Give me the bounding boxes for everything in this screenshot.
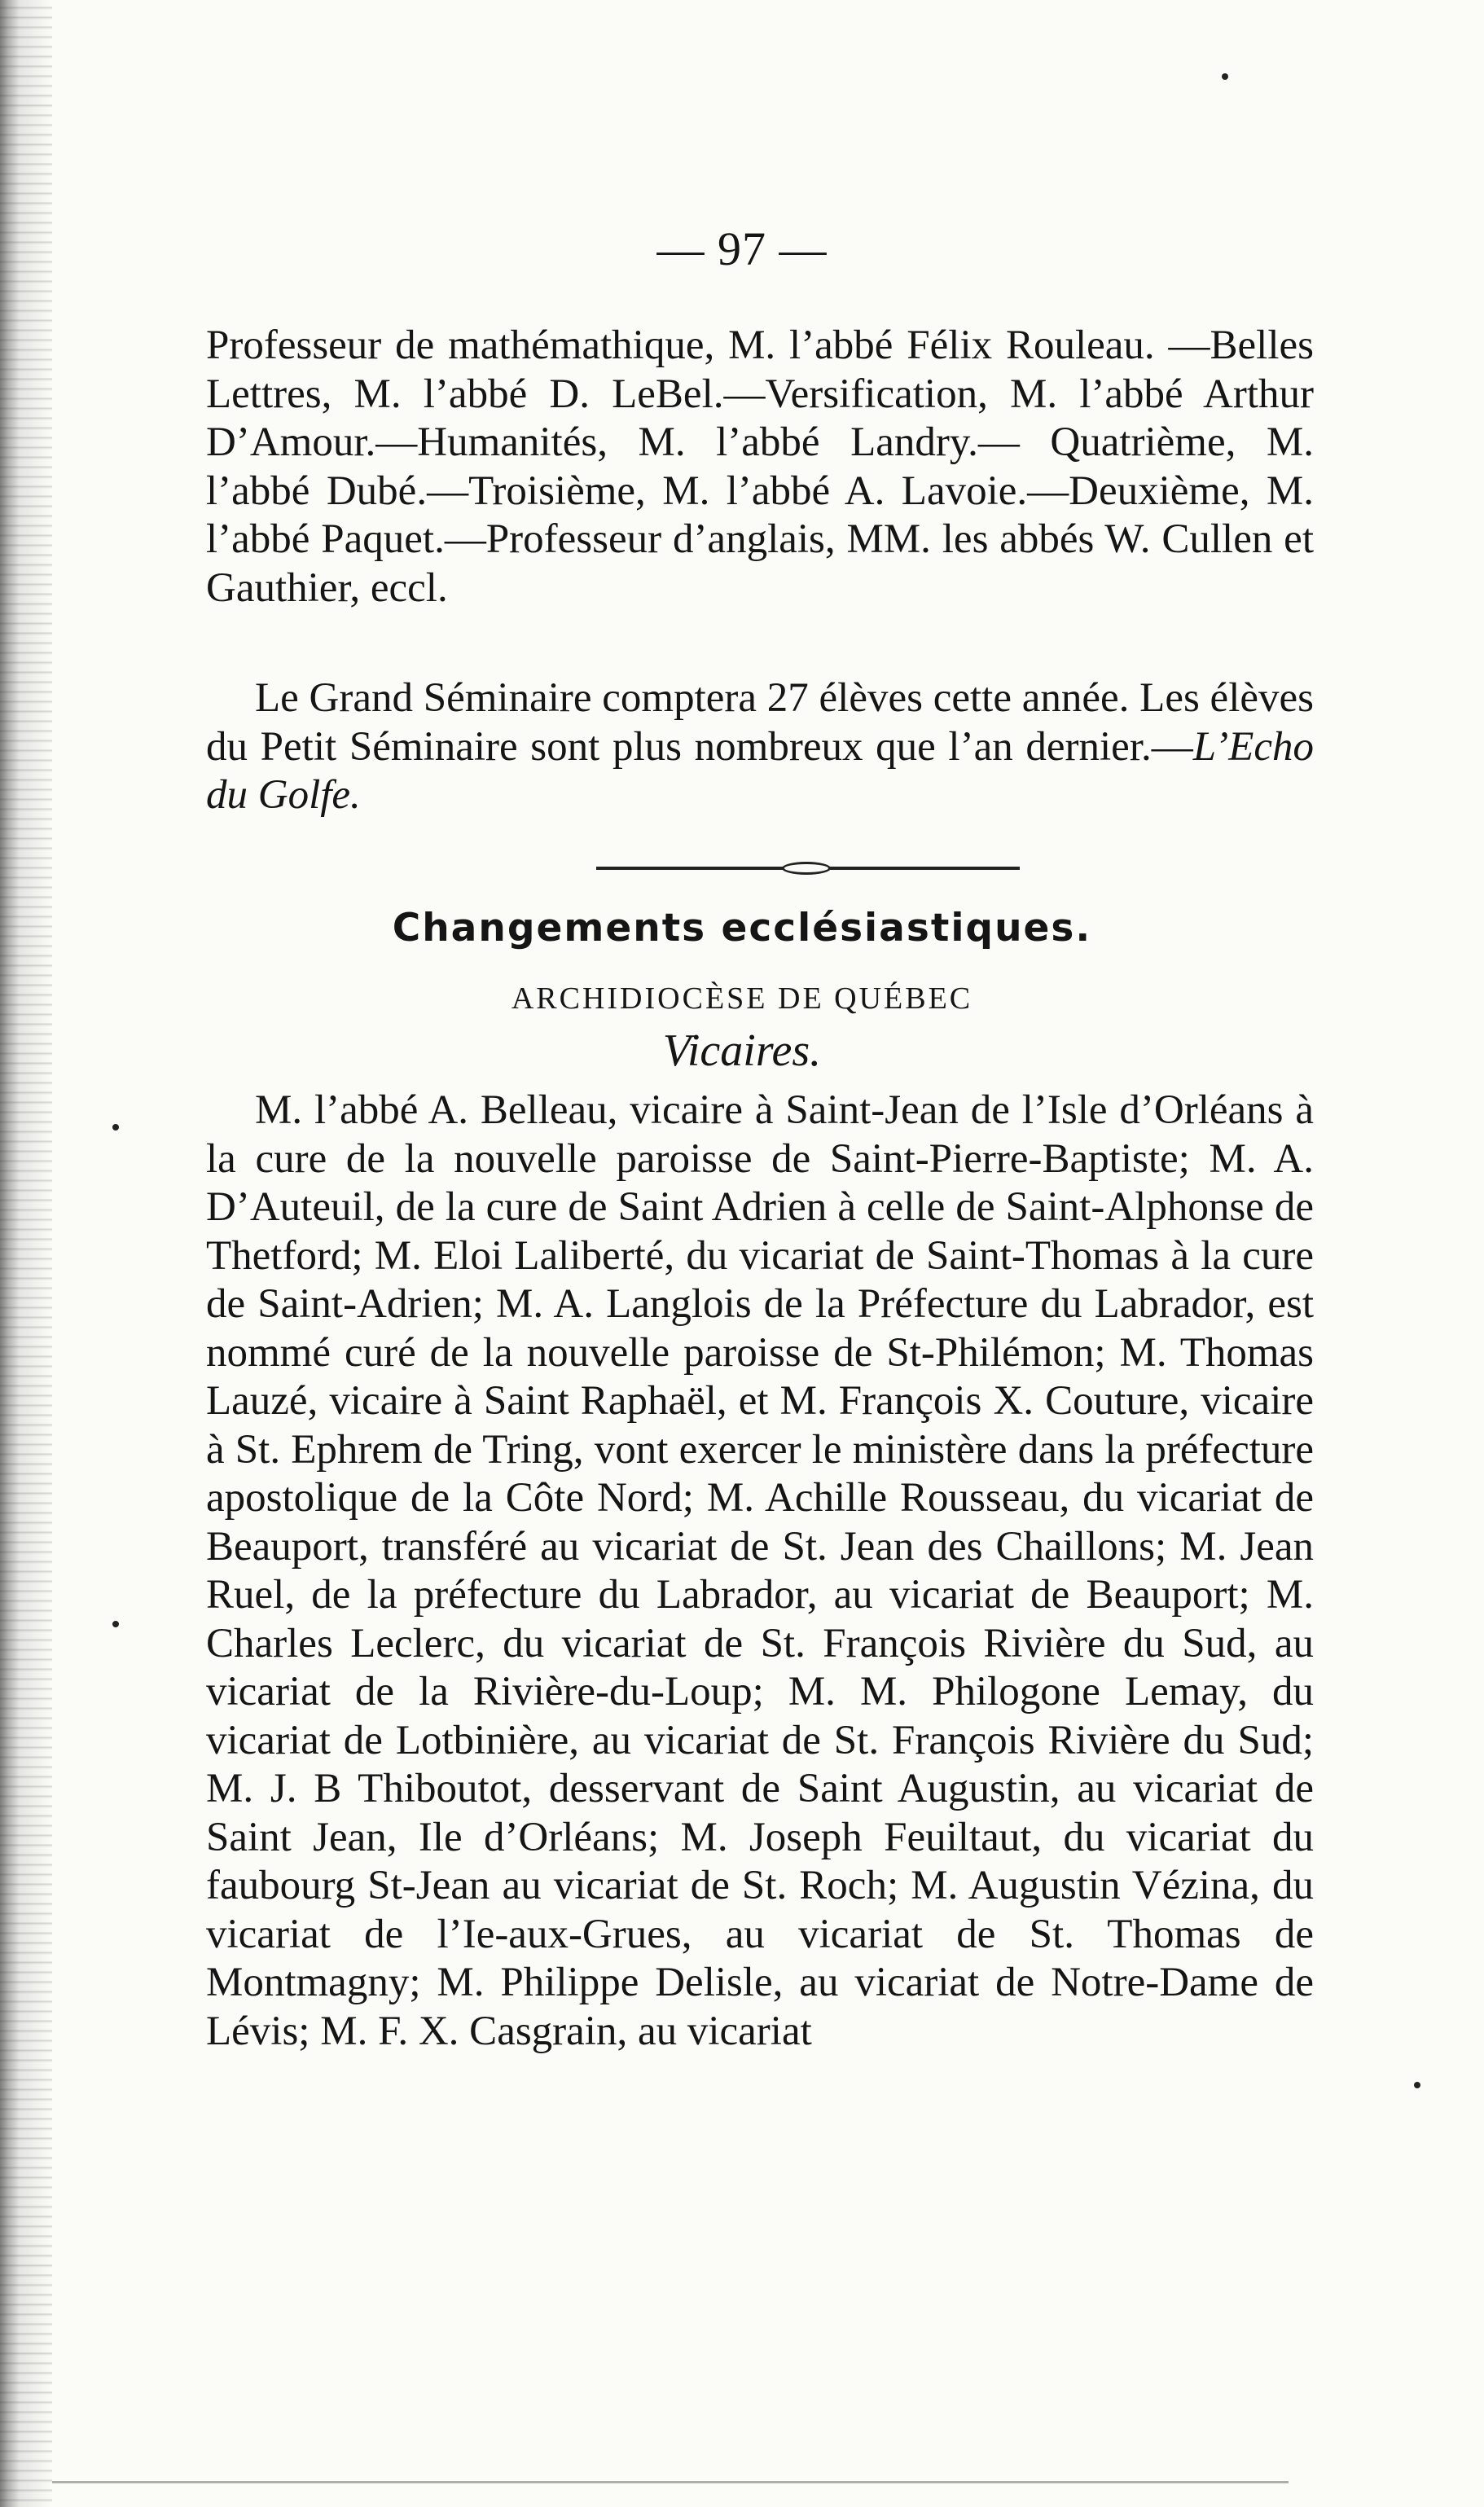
section-title: Changements ecclésiastiques. [392,906,1092,951]
print-speck [112,1124,119,1131]
page-number: — 97 — [656,222,828,275]
print-speck [112,1621,119,1627]
subheading-vicaires: Vicaires. [662,1025,822,1076]
page-bottom-edge [52,2481,1289,2483]
paragraph-professors: Professeur de mathémathique, M. l’abbé Félix Rouleau. —Belles Lettres, M. l’abbé D. LeBel.—Versification, M. l’abbé Arthur D’Amour.—Humanités, M. l’abbé Landry.— Quatrième, M. l’abbé Dubé.—Troisième, M. l’abbé A. Lavoie.—Deuxième, M. l’abbé Paquet.—Professeur d’anglais, MM. les abbés W. Cullen et Gauthier, eccl. [206,323,1314,611]
print-speck [1414,2082,1420,2088]
paragraph-vicaires: M. l’abbé A. Belleau, vicaire à Saint-Jean de l’Isle d’Orléans à la cure de la nouvelle paroisse de Saint-Pierre-Baptiste; M. A. D’Auteuil, de la cure de Saint Adrien à celle de Saint-Alphonse de Thetford; M. Eloi Laliberté, du vicariat de Saint-Thomas à la cure de Saint-Adrien; M. A. Langlois de la Préfecture du Labrador, est nommé curé de la nouvelle paroisse de St-Philémon; M. Thomas Lauzé, vicaire à Saint Raphaël, et M. François X. Couture, vicaire à St. Ephrem de Tring, vont exercer le ministère dans la préfecture apostolique de la Côte Nord; M. Achille Rousseau, du vicariat de Beauport, transféré au vicariat de St. Jean des Chaillons; M. Jean Ruel, de la préfecture du Labrador, au vicariat de Beauport; M. Charles Leclerc, du vicariat de St. François Rivière du Sud, au vicariat de la Rivière-du-Loup; M. M. Philogone Lemay, du vicariat de Lotbinière, au vicariat de St. François Rivière du Sud; M. J. B Thiboutot, desservant de Saint Augustin, au vicariat de Saint Jean, Ile d’Orléans; M. Joseph Feuiltaut, du vicariat du faubourg St-Jean au vicariat de St. Roch; M. Augustin Vézina, du vicariat de l’Ie-aux-Grues, au vicariat de St. Thomas de Montmagny; M. Philippe Delisle, au vicariat de Notre-Dame de Lévis; M. F. X. Casgrain, au vicariat [206,1087,1314,2054]
page-binding-edge [0,0,52,2507]
diocese-heading: ARCHIDIOCÈSE DE QUÉBEC [511,981,973,1016]
divider-ornament [782,862,831,875]
paragraph-seminary [206,674,1314,820]
paragraph-seminary-text: Le Grand Séminaire comptera 27 élèves cette année. Les élèves du Petit Séminaire sont plus nombreux que l’an dernier.— [206,675,1314,770]
source-citation: L’Echo du Golfe. [206,723,1314,818]
print-speck [1222,73,1228,80]
